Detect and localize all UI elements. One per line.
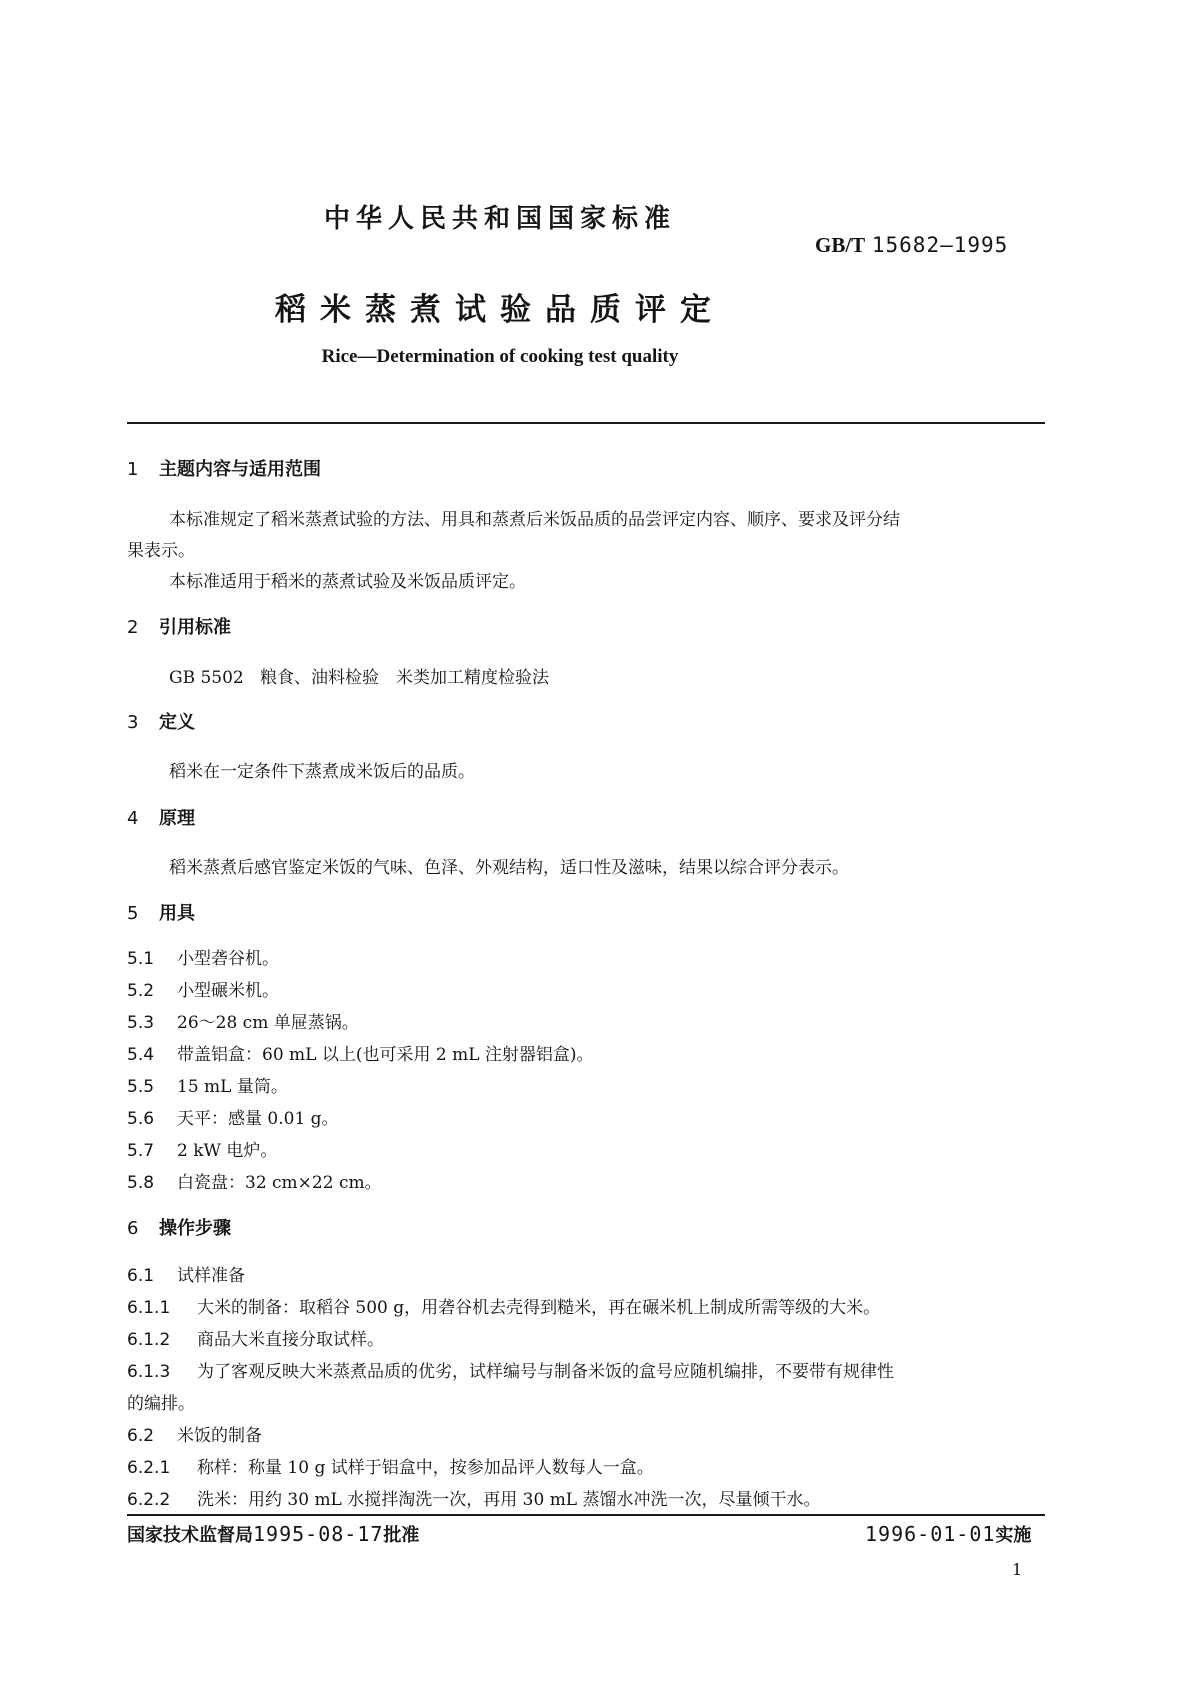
document-title-zh: 稻米蒸煮试验品质评定 — [275, 292, 725, 328]
item-text: 洗米：用约 30 mL 水搅拌淘洗一次，再用 30 mL 蒸馏水冲洗一次，尽量倾干水。 — [197, 1490, 821, 1510]
item-text: 为了客观反映大米蒸煮品质的优劣，试样编号与制备米饭的盒号应随机编排，不要带有规律性 — [197, 1362, 894, 1382]
item-number: 5.8 — [127, 1173, 155, 1193]
footer-divider — [127, 1514, 1045, 1516]
reference-title: 粮食、油料检验 米类加工精度检验法 — [259, 668, 549, 688]
item-number: 6.1.2 — [127, 1330, 171, 1350]
effective-date: 1996-01-01 — [865, 1522, 996, 1546]
document-title-en: Rice—Determination of cooking test quality — [321, 346, 679, 367]
reference-code: GB 5502 — [169, 668, 244, 688]
clause-6-1-3 — [127, 1357, 894, 1382]
section-title: 用具 — [159, 903, 195, 924]
section-title: 定义 — [159, 712, 195, 733]
clause-6-1-2 — [127, 1325, 384, 1350]
item-number: 5.6 — [127, 1109, 155, 1129]
list-item — [127, 1104, 339, 1129]
effective-label: 实施 — [995, 1525, 1032, 1546]
list-item — [127, 1136, 277, 1161]
item-number: 6.1.1 — [127, 1298, 171, 1318]
section-number: 6 — [127, 1218, 139, 1239]
subsection-6-1 — [127, 1261, 245, 1286]
standard-type-heading: 中华人民共和国国家标准 — [323, 204, 676, 234]
section-number: 5 — [127, 903, 139, 924]
section-title: 原理 — [159, 808, 195, 829]
section-3-heading — [127, 708, 195, 734]
standard-code-prefix: GB/T — [815, 233, 866, 257]
item-number: 5.5 — [127, 1077, 155, 1097]
item-text: 白瓷盘：32 cm×22 cm。 — [177, 1173, 382, 1193]
item-text: 15 mL 量筒。 — [177, 1077, 288, 1097]
list-item — [127, 1072, 288, 1097]
item-number: 5.3 — [127, 1013, 155, 1033]
clause-6-1-1 — [127, 1293, 880, 1318]
item-number: 6.2.1 — [127, 1458, 171, 1478]
list-item — [127, 976, 279, 1001]
section-number: 1 — [127, 459, 139, 480]
subsection-6-2 — [127, 1421, 262, 1446]
item-text: 小型碾米机。 — [177, 981, 279, 1001]
section-5-heading — [127, 899, 195, 925]
section-3-text: 稻米在一定条件下蒸煮成米饭后的品质。 — [169, 762, 475, 782]
item-text: 小型砻谷机。 — [177, 949, 279, 969]
clause-6-2-2 — [127, 1485, 821, 1510]
normative-reference — [169, 663, 549, 688]
section-6-heading — [127, 1214, 231, 1240]
approval-info — [127, 1521, 419, 1547]
item-number: 6.2.2 — [127, 1490, 171, 1510]
section-title: 引用标准 — [159, 617, 231, 638]
section-number: 3 — [127, 712, 139, 733]
item-text: 天平：感量 0.01 g。 — [177, 1109, 339, 1129]
item-number: 6.1 — [127, 1266, 155, 1286]
item-text: 米饭的制备 — [177, 1426, 262, 1446]
item-text: 2 kW 电炉。 — [177, 1141, 278, 1161]
item-text: 26～28 cm 单屉蒸锅。 — [177, 1013, 359, 1033]
item-text: 带盖铝盒：60 mL 以上(也可采用 2 mL 注射器铝盒)。 — [177, 1045, 594, 1065]
item-number: 6.1.3 — [127, 1362, 171, 1382]
section-number: 4 — [127, 808, 139, 829]
approver: 国家技术监督局 — [127, 1525, 253, 1546]
list-item — [127, 944, 279, 969]
item-number: 5.7 — [127, 1141, 155, 1161]
section-1-paragraph-2: 本标准适用于稻米的蒸煮试验及米饭品质评定。 — [169, 572, 526, 592]
item-text: 大米的制备：取稻谷 500 g，用砻谷机去壳得到糙米，再在碾米机上制成所需等级的大米。 — [197, 1298, 881, 1318]
clause-6-1-3-line-2: 的编排。 — [127, 1394, 195, 1414]
item-text: 称样：称量 10 g 试样于铝盒中，按参加品评人数每人一盒。 — [197, 1458, 654, 1478]
section-1-paragraph-1-line-2: 果表示。 — [127, 541, 195, 561]
section-1-paragraph-1-line-1: 本标准规定了稻米蒸煮试验的方法、用具和蒸煮后米饭品质的品尝评定内容、顺序、要求及评分结 — [169, 510, 900, 530]
item-text: 试样准备 — [177, 1266, 245, 1286]
item-number: 5.4 — [127, 1045, 155, 1065]
clause-6-2-1 — [127, 1453, 654, 1478]
section-4-text: 稻米蒸煮后感官鉴定米饭的气味、色泽、外观结构，适口性及滋味，结果以综合评分表示。 — [169, 858, 849, 878]
approval-label: 批准 — [383, 1525, 420, 1546]
list-item — [127, 1008, 359, 1033]
list-item — [127, 1168, 382, 1193]
title-divider — [127, 422, 1045, 424]
list-item — [127, 1040, 594, 1065]
page-number: 1 — [1012, 1560, 1023, 1579]
standard-code — [815, 233, 1008, 258]
section-1-heading — [127, 455, 321, 481]
section-number: 2 — [127, 617, 139, 638]
section-title: 操作步骤 — [159, 1218, 231, 1239]
effective-info — [865, 1521, 1031, 1547]
section-4-heading — [127, 804, 195, 830]
item-number: 5.2 — [127, 981, 155, 1001]
item-number: 6.2 — [127, 1426, 155, 1446]
section-title: 主题内容与适用范围 — [159, 459, 321, 480]
approval-date: 1995-08-17 — [253, 1522, 384, 1546]
standard-code-number: 15682—1995 — [871, 233, 1009, 257]
item-number: 5.1 — [127, 949, 155, 969]
section-2-heading — [127, 613, 231, 639]
item-text: 商品大米直接分取试样。 — [197, 1330, 384, 1350]
